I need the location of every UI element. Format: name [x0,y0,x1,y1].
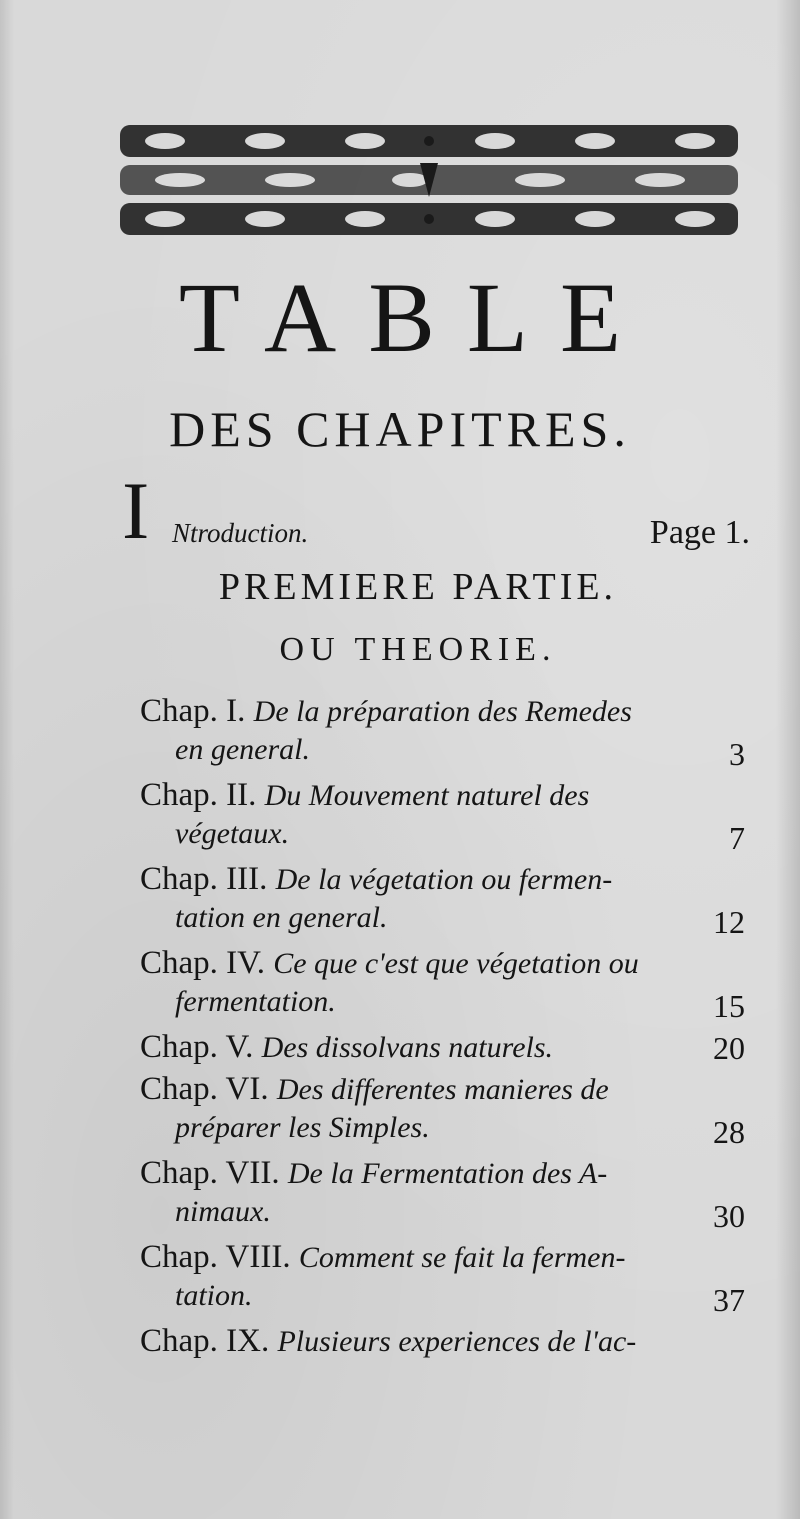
chapter-label: Chap. V. [140,1029,254,1065]
chapter-title-continuation: nimaux. [175,1195,271,1228]
chapter-title: De la Fermentation des A- [287,1157,608,1190]
chapter-title: Plusieurs experiences de l'ac- [277,1325,637,1358]
chapter-title-continuation: fermentation. [175,985,336,1018]
introduction-drop-cap: I [122,465,150,556]
chapter-label: Chap. IV. [140,945,265,981]
toc-entry-chap-2 [140,774,755,858]
page-shadow-right [776,0,800,1519]
page-title: TABLE [178,262,654,373]
table-of-contents [140,690,755,1362]
toc-entry-chap-7 [140,1152,755,1236]
chapter-page-number: 30 [713,1198,745,1234]
toc-entry-chap-5 [140,1026,755,1068]
page-shadow-left [0,0,14,1519]
chapter-title: Du Mouvement naturel des [264,779,590,812]
chapter-title: De la préparation des Remedes [253,695,632,728]
part-subheading: OU THEORIE. [279,631,557,668]
toc-entry-chap-3 [140,858,755,942]
chapter-title-continuation: végetaux. [175,817,290,850]
chapter-title-continuation: en general. [175,733,310,766]
chapter-page-number: 7 [729,820,745,856]
chapter-title-continuation: tation en general. [175,901,388,934]
chapter-page-number: 3 [729,736,745,772]
chapter-page-number: 12 [713,904,745,940]
chapter-label: Chap. VII. [140,1155,280,1191]
chapter-title: Des differentes manieres de [276,1073,609,1106]
part-heading: PREMIERE PARTIE. [218,566,618,608]
chapter-label: Chap. VI. [140,1071,269,1107]
toc-entry-chap-8 [140,1236,755,1320]
chapter-title-continuation: tation. [175,1279,253,1312]
chapter-page-number: 20 [713,1030,745,1066]
toc-entry-chap-6 [140,1068,755,1152]
chapter-title-continuation: préparer les Simples. [175,1111,430,1144]
toc-entry-chap-1 [140,690,755,774]
decorative-headpiece-ornament [120,115,738,245]
toc-entry-chap-4 [140,942,755,1026]
introduction-label: Ntroduction. [172,518,309,548]
toc-entry-chap-9 [140,1320,755,1362]
chapter-title: Des dissolvans naturels. [261,1031,554,1064]
chapter-page-number: 15 [713,988,745,1024]
introduction-page-number: Page 1. [649,514,750,551]
chapter-label: Chap. IX. [140,1323,270,1359]
page-subtitle: DES CHAPITRES. [169,401,631,457]
chapter-page-number: 28 [713,1114,745,1150]
chapter-title: De la végetation ou fermen- [275,863,613,896]
chapter-title: Comment se fait la fermen- [298,1241,626,1274]
chapter-label: Chap. VIII. [140,1239,291,1275]
chapter-title: Ce que c'est que végetation ou [273,947,639,980]
chapter-label: Chap. II. [140,777,257,813]
chapter-label: Chap. I. [140,693,246,729]
chapter-page-number: 37 [713,1282,745,1318]
chapter-label: Chap. III. [140,861,268,897]
